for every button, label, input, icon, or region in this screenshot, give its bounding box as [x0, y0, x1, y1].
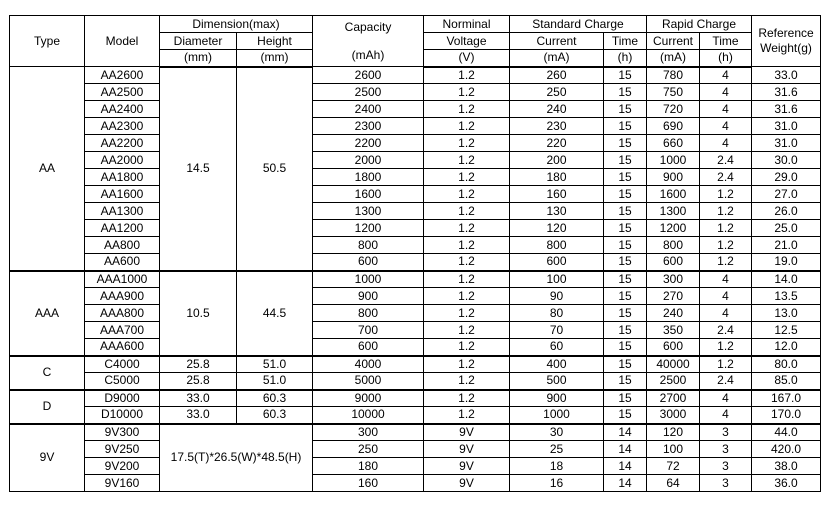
std-time-cell: 15: [604, 237, 647, 254]
table-row: [10, 186, 821, 203]
std-time-cell: 15: [604, 186, 647, 203]
voltage-cell: 1.2: [424, 305, 510, 322]
model-cell: AAA900: [85, 288, 160, 305]
std-time-cell: 14: [604, 458, 647, 475]
weight-cell: 14.0: [752, 271, 821, 288]
rapid-time-cell: 1.2: [700, 203, 752, 220]
model-cell: AAA1000: [85, 271, 160, 288]
capacity-cell: 1000: [313, 271, 424, 288]
weight-cell: 12.0: [752, 339, 821, 356]
voltage-cell: 1.2: [424, 356, 510, 373]
capacity-cell: 300: [313, 424, 424, 441]
type-cell: AA: [10, 67, 85, 271]
rapid-time-cell: 1.2: [700, 186, 752, 203]
model-cell: AAA700: [85, 322, 160, 339]
std-current-cell: 900: [510, 390, 604, 407]
rapid-current-cell: 240: [647, 305, 700, 322]
std-time-cell: 15: [604, 322, 647, 339]
voltage-cell: 1.2: [424, 169, 510, 186]
model-cell: C4000: [85, 356, 160, 373]
rapid-time-cell: 1.2: [700, 356, 752, 373]
model-cell: D9000: [85, 390, 160, 407]
weight-cell: 420.0: [752, 441, 821, 458]
rapid-time-cell: 4: [700, 390, 752, 407]
rapid-current-cell: 72: [647, 458, 700, 475]
rapid-current-cell: 900: [647, 169, 700, 186]
capacity-cell: 800: [313, 305, 424, 322]
header-rapid-current: Current: [647, 33, 700, 50]
rapid-time-cell: 3: [700, 441, 752, 458]
height-cell: 44.5: [237, 271, 313, 356]
capacity-cell: 900: [313, 288, 424, 305]
weight-cell: 44.0: [752, 424, 821, 441]
std-current-cell: 16: [510, 475, 604, 492]
capacity-cell: 1800: [313, 169, 424, 186]
table-row: [10, 475, 821, 492]
std-current-cell: 25: [510, 441, 604, 458]
std-current-cell: 100: [510, 271, 604, 288]
std-current-cell: 80: [510, 305, 604, 322]
weight-cell: 19.0: [752, 254, 821, 271]
capacity-cell: 600: [313, 339, 424, 356]
weight-cell: 27.0: [752, 186, 821, 203]
std-time-cell: 15: [604, 84, 647, 101]
model-cell: AA1800: [85, 169, 160, 186]
diameter-cell: 33.0: [160, 390, 237, 407]
model-cell: AA800: [85, 237, 160, 254]
std-current-cell: 18: [510, 458, 604, 475]
table-row: [10, 288, 821, 305]
weight-cell: 25.0: [752, 220, 821, 237]
rapid-time-cell: 4: [700, 135, 752, 152]
rapid-current-cell: 300: [647, 271, 700, 288]
std-time-cell: 15: [604, 356, 647, 373]
rapid-time-cell: 4: [700, 305, 752, 322]
voltage-cell: 1.2: [424, 84, 510, 101]
rapid-time-cell: 4: [700, 271, 752, 288]
std-time-cell: 15: [604, 169, 647, 186]
rapid-current-cell: 3000: [647, 407, 700, 424]
diameter-cell: 14.5: [160, 67, 237, 271]
header-capacity: [313, 16, 424, 67]
std-current-cell: 240: [510, 101, 604, 118]
model-cell: C5000: [85, 373, 160, 390]
rapid-current-cell: 100: [647, 441, 700, 458]
header-weight: [752, 16, 821, 67]
capacity-cell: 2200: [313, 135, 424, 152]
std-current-cell: 800: [510, 237, 604, 254]
rapid-time-cell: 1.2: [700, 339, 752, 356]
header-rapid-charge: Rapid Charge: [647, 16, 752, 33]
header-capacity-label: Capacity: [344, 19, 392, 34]
model-cell: AA2600: [85, 67, 160, 84]
header-std-time: Time: [604, 33, 647, 50]
rapid-current-cell: 2500: [647, 373, 700, 390]
voltage-cell: 1.2: [424, 135, 510, 152]
std-current-cell: 60: [510, 339, 604, 356]
header-voltage-line2: Voltage: [424, 33, 510, 50]
std-time-cell: 15: [604, 118, 647, 135]
std-time-cell: 15: [604, 220, 647, 237]
voltage-cell: 1.2: [424, 118, 510, 135]
model-cell: AAA600: [85, 339, 160, 356]
voltage-cell: 1.2: [424, 271, 510, 288]
rapid-time-cell: 1.2: [700, 254, 752, 271]
type-cell: D: [10, 390, 85, 424]
voltage-cell: 1.2: [424, 203, 510, 220]
capacity-cell: 800: [313, 237, 424, 254]
type-cell: C: [10, 356, 85, 390]
weight-cell: 80.0: [752, 356, 821, 373]
model-cell: 9V300: [85, 424, 160, 441]
table-row: [10, 271, 821, 288]
header-voltage-line1: Norminal: [424, 16, 510, 33]
weight-cell: 13.5: [752, 288, 821, 305]
table-row: [10, 441, 821, 458]
voltage-cell: 1.2: [424, 220, 510, 237]
header-capacity-unit: (mAh): [351, 47, 385, 62]
table-row: [10, 407, 821, 424]
std-current-cell: 120: [510, 220, 604, 237]
weight-cell: 30.0: [752, 152, 821, 169]
rapid-current-cell: 270: [647, 288, 700, 305]
diameter-cell: 10.5: [160, 271, 237, 356]
header-rapid-current-unit: (mA): [647, 50, 700, 67]
weight-cell: 85.0: [752, 373, 821, 390]
capacity-cell: 1600: [313, 186, 424, 203]
battery-spec-table: [9, 15, 821, 492]
header-rapid-time: Time: [700, 33, 752, 50]
weight-cell: 13.0: [752, 305, 821, 322]
std-current-cell: 200: [510, 152, 604, 169]
capacity-cell: 160: [313, 475, 424, 492]
weight-cell: 31.6: [752, 84, 821, 101]
rapid-time-cell: 4: [700, 67, 752, 84]
capacity-cell: 5000: [313, 373, 424, 390]
voltage-cell: 1.2: [424, 101, 510, 118]
rapid-time-cell: 2.4: [700, 169, 752, 186]
weight-cell: 26.0: [752, 203, 821, 220]
rapid-time-cell: 2.4: [700, 322, 752, 339]
std-current-cell: 130: [510, 203, 604, 220]
rapid-time-cell: 2.4: [700, 152, 752, 169]
capacity-cell: 9000: [313, 390, 424, 407]
std-time-cell: 14: [604, 441, 647, 458]
std-time-cell: 14: [604, 424, 647, 441]
table-row: [10, 169, 821, 186]
table-row: [10, 220, 821, 237]
header-height: Height: [237, 33, 313, 50]
rapid-time-cell: 4: [700, 118, 752, 135]
rapid-current-cell: 1600: [647, 186, 700, 203]
voltage-cell: 1.2: [424, 407, 510, 424]
std-time-cell: 15: [604, 390, 647, 407]
table-row: [10, 84, 821, 101]
capacity-cell: 10000: [313, 407, 424, 424]
model-cell: 9V250: [85, 441, 160, 458]
header-std-current: Current: [510, 33, 604, 50]
capacity-cell: 600: [313, 254, 424, 271]
model-cell: AA2000: [85, 152, 160, 169]
capacity-cell: 700: [313, 322, 424, 339]
capacity-cell: 2600: [313, 67, 424, 84]
model-cell: AA2300: [85, 118, 160, 135]
capacity-cell: 4000: [313, 356, 424, 373]
weight-cell: 31.6: [752, 101, 821, 118]
diameter-cell: 33.0: [160, 407, 237, 424]
std-time-cell: 15: [604, 67, 647, 84]
rapid-current-cell: 600: [647, 254, 700, 271]
voltage-cell: 9V: [424, 475, 510, 492]
std-current-cell: 500: [510, 373, 604, 390]
model-cell: AA2200: [85, 135, 160, 152]
weight-cell: 36.0: [752, 475, 821, 492]
rapid-time-cell: 4: [700, 84, 752, 101]
rapid-current-cell: 660: [647, 135, 700, 152]
std-current-cell: 160: [510, 186, 604, 203]
voltage-cell: 9V: [424, 424, 510, 441]
rapid-current-cell: 350: [647, 322, 700, 339]
rapid-current-cell: 1300: [647, 203, 700, 220]
std-current-cell: 30: [510, 424, 604, 441]
voltage-cell: 1.2: [424, 339, 510, 356]
header-dimension: Dimension(max): [160, 16, 313, 33]
voltage-cell: 1.2: [424, 390, 510, 407]
weight-cell: 33.0: [752, 67, 821, 84]
rapid-time-cell: 4: [700, 288, 752, 305]
weight-cell: 167.0: [752, 390, 821, 407]
std-time-cell: 15: [604, 407, 647, 424]
table-row: [10, 135, 821, 152]
table-row: [10, 356, 821, 373]
std-time-cell: 15: [604, 271, 647, 288]
weight-cell: 21.0: [752, 237, 821, 254]
rapid-time-cell: 1.2: [700, 220, 752, 237]
weight-cell: 170.0: [752, 407, 821, 424]
rapid-current-cell: 600: [647, 339, 700, 356]
voltage-cell: 1.2: [424, 152, 510, 169]
std-time-cell: 15: [604, 339, 647, 356]
header-type: Type: [10, 16, 85, 67]
type-cell: 9V: [10, 424, 85, 492]
rapid-current-cell: 690: [647, 118, 700, 135]
table-row: [10, 390, 821, 407]
std-current-cell: 400: [510, 356, 604, 373]
header-voltage-unit: (V): [424, 50, 510, 67]
rapid-time-cell: 1.2: [700, 237, 752, 254]
rapid-time-cell: 2.4: [700, 373, 752, 390]
rapid-current-cell: 1200: [647, 220, 700, 237]
header-std-current-unit: (mA): [510, 50, 604, 67]
voltage-cell: 9V: [424, 458, 510, 475]
voltage-cell: 1.2: [424, 288, 510, 305]
height-cell: 50.5: [237, 67, 313, 271]
std-current-cell: 220: [510, 135, 604, 152]
model-cell: 9V200: [85, 458, 160, 475]
std-time-cell: 15: [604, 101, 647, 118]
table-row: [10, 339, 821, 356]
model-cell: AA1200: [85, 220, 160, 237]
rapid-current-cell: 800: [647, 237, 700, 254]
height-cell: 51.0: [237, 373, 313, 390]
rapid-current-cell: 780: [647, 67, 700, 84]
rapid-time-cell: 3: [700, 458, 752, 475]
std-current-cell: 90: [510, 288, 604, 305]
header-rapid-time-unit: (h): [700, 50, 752, 67]
table-row: [10, 101, 821, 118]
rapid-time-cell: 4: [700, 407, 752, 424]
std-current-cell: 70: [510, 322, 604, 339]
voltage-cell: 1.2: [424, 237, 510, 254]
std-current-cell: 230: [510, 118, 604, 135]
rapid-current-cell: 720: [647, 101, 700, 118]
table-row: [10, 305, 821, 322]
header-std-time-unit: (h): [604, 50, 647, 67]
std-time-cell: 15: [604, 373, 647, 390]
std-time-cell: 15: [604, 152, 647, 169]
table-row: [10, 254, 821, 271]
rapid-time-cell: 4: [700, 101, 752, 118]
height-cell: 51.0: [237, 356, 313, 373]
rapid-current-cell: 2700: [647, 390, 700, 407]
model-cell: AA2500: [85, 84, 160, 101]
voltage-cell: 1.2: [424, 186, 510, 203]
model-cell: AA2400: [85, 101, 160, 118]
voltage-cell: 1.2: [424, 67, 510, 84]
capacity-cell: 1300: [313, 203, 424, 220]
voltage-cell: 1.2: [424, 322, 510, 339]
std-current-cell: 260: [510, 67, 604, 84]
std-current-cell: 180: [510, 169, 604, 186]
std-current-cell: 600: [510, 254, 604, 271]
header-weight-line2: Weight(g): [760, 41, 812, 55]
model-cell: D10000: [85, 407, 160, 424]
weight-cell: 29.0: [752, 169, 821, 186]
model-cell: AA1300: [85, 203, 160, 220]
rapid-current-cell: 750: [647, 84, 700, 101]
table-row: [10, 322, 821, 339]
table-row: [10, 118, 821, 135]
model-cell: AA1600: [85, 186, 160, 203]
table-row: [10, 373, 821, 390]
table-row: [10, 458, 821, 475]
rapid-current-cell: 120: [647, 424, 700, 441]
capacity-cell: 250: [313, 441, 424, 458]
std-time-cell: 15: [604, 254, 647, 271]
type-cell: AAA: [10, 271, 85, 356]
dimension-cell: 17.5(T)*26.5(W)*48.5(H): [160, 424, 313, 492]
diameter-cell: 25.8: [160, 373, 237, 390]
std-time-cell: 15: [604, 288, 647, 305]
capacity-cell: 1200: [313, 220, 424, 237]
diameter-cell: 25.8: [160, 356, 237, 373]
header-diameter: Diameter: [160, 33, 237, 50]
table-row: [10, 424, 821, 441]
header-weight-line1: Reference: [758, 26, 814, 40]
weight-cell: 38.0: [752, 458, 821, 475]
table-row: [10, 152, 821, 169]
model-cell: AA600: [85, 254, 160, 271]
header-height-unit: (mm): [237, 50, 313, 67]
rapid-time-cell: 3: [700, 424, 752, 441]
std-current-cell: 250: [510, 84, 604, 101]
height-cell: 60.3: [237, 390, 313, 407]
table-row: [10, 203, 821, 220]
capacity-cell: 2300: [313, 118, 424, 135]
voltage-cell: 1.2: [424, 373, 510, 390]
rapid-current-cell: 40000: [647, 356, 700, 373]
table-row: [10, 67, 821, 84]
rapid-current-cell: 64: [647, 475, 700, 492]
model-cell: 9V160: [85, 475, 160, 492]
weight-cell: 12.5: [752, 322, 821, 339]
table-row: [10, 237, 821, 254]
model-cell: AAA800: [85, 305, 160, 322]
std-time-cell: 15: [604, 135, 647, 152]
std-current-cell: 1000: [510, 407, 604, 424]
capacity-cell: 2500: [313, 84, 424, 101]
std-time-cell: 15: [604, 305, 647, 322]
voltage-cell: 1.2: [424, 254, 510, 271]
weight-cell: 31.0: [752, 118, 821, 135]
capacity-cell: 180: [313, 458, 424, 475]
voltage-cell: 9V: [424, 441, 510, 458]
weight-cell: 31.0: [752, 135, 821, 152]
rapid-time-cell: 3: [700, 475, 752, 492]
std-time-cell: 15: [604, 203, 647, 220]
header-diameter-unit: (mm): [160, 50, 237, 67]
capacity-cell: 2400: [313, 101, 424, 118]
header-model: Model: [85, 16, 160, 67]
rapid-current-cell: 1000: [647, 152, 700, 169]
capacity-cell: 2000: [313, 152, 424, 169]
std-time-cell: 14: [604, 475, 647, 492]
header-standard-charge: Standard Charge: [510, 16, 647, 33]
height-cell: 60.3: [237, 407, 313, 424]
